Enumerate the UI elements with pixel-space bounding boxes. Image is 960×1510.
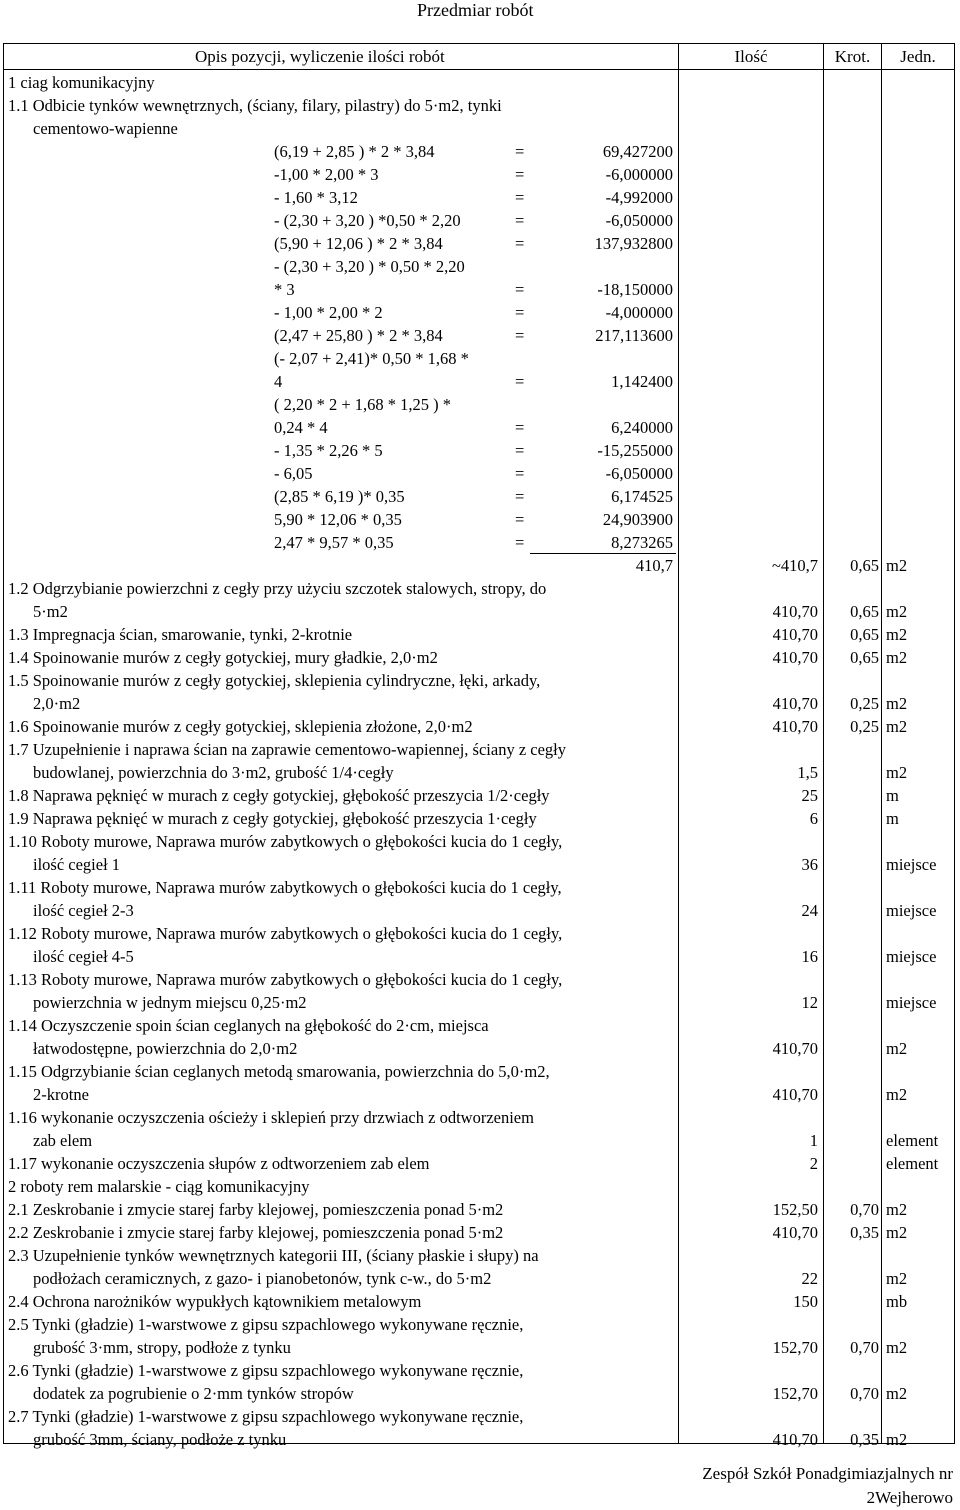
quantity-cell: 1: [809, 1131, 818, 1150]
multiplier-cell: 0,25: [850, 694, 879, 713]
position-description: 1.15 Odgrzybianie ścian ceglanych metodą smarowania, powierzchnia do 5,0·m2,: [8, 1062, 550, 1081]
quantity-cell: 410,70: [772, 1085, 818, 1104]
calc-equals: =: [515, 533, 525, 552]
position-description: budowlanej, powierzchnia do 3·m2, grubość 1/4·cegły: [33, 763, 394, 782]
position-description: 1.17 wykonanie oczyszczenia słupów z odtworzeniem zab elem: [8, 1154, 430, 1173]
quantity-cell: 2: [809, 1154, 818, 1173]
calc-equals: =: [515, 510, 525, 529]
calc-sum: 410,7: [635, 556, 673, 575]
header-description: Opis pozycji, wyliczenie ilości robót: [195, 47, 445, 66]
unit-cell: element: [886, 1154, 939, 1173]
position-description: 2-krotne: [33, 1085, 89, 1104]
unit-cell: m2: [886, 1200, 908, 1219]
header-divider: [4, 69, 954, 70]
calc-equals: =: [515, 280, 525, 299]
header-unit: Jedn.: [900, 47, 936, 66]
section-heading: 2 roboty rem malarskie - ciąg komunikacyjny: [8, 1177, 310, 1196]
calc-equals: =: [515, 165, 525, 184]
calc-expression: (- 2,07 + 2,41)* 0,50 * 1,68 *: [274, 349, 469, 368]
unit-cell: m2: [886, 763, 908, 782]
position-description: łatwodostępne, powierzchnia do 2,0·m2: [33, 1039, 298, 1058]
calc-expression: - 1,35 * 2,26 * 5: [274, 441, 383, 460]
position-description: grubość 3·mm, stropy, podłoże z tynku: [33, 1338, 291, 1357]
position-description: 1.4 Spoinowanie murów z cegły gotyckiej, mury gładkie, 2,0·m2: [8, 648, 438, 667]
position-description: 1.10 Roboty murowe, Naprawa murów zabytkowych o głębokości kucia do 1 cegły,: [8, 832, 563, 851]
unit-cell: m2: [886, 1430, 908, 1449]
unit-cell: element: [886, 1131, 939, 1150]
position-description: 2.4 Ochrona narożników wypukłych kątownikiem metalowym: [8, 1292, 422, 1311]
quantity-cell: 24: [801, 901, 818, 920]
multiplier-cell: 0,65: [850, 602, 879, 621]
position-description: 1.12 Roboty murowe, Naprawa murów zabytkowych o głębokości kucia do 1 cegły,: [8, 924, 563, 943]
position-description: podłożach ceramicznych, z gazo- i pianobetonów, tynk c-w., do 5·m2: [33, 1269, 492, 1288]
quantity-cell: 410,70: [772, 648, 818, 667]
header-multiplier: Krot.: [834, 47, 871, 66]
calc-equals: =: [515, 142, 525, 161]
calc-value: 24,903900: [602, 510, 673, 529]
calc-expression: (6,19 + 2,85 ) * 2 * 3,84: [274, 142, 435, 161]
calc-value: 6,240000: [611, 418, 673, 437]
position-description: 1.16 wykonanie oczyszczenia ościeży i sklepień przy drzwiach z odtworzeniem: [8, 1108, 534, 1127]
unit-cell: mb: [886, 1292, 908, 1311]
calc-equals: =: [515, 418, 525, 437]
calc-expression: (5,90 + 12,06 ) * 2 * 3,84: [274, 234, 443, 253]
calc-equals: =: [515, 487, 525, 506]
quantity-cell: 410,70: [772, 625, 818, 644]
unit-cell: m2: [886, 556, 908, 575]
multiplier-cell: 0,70: [850, 1384, 879, 1403]
calc-equals: =: [515, 188, 525, 207]
quantity-cell: 1,5: [797, 763, 818, 782]
unit-cell: miejsce: [886, 993, 937, 1012]
calc-value: 6,174525: [611, 487, 673, 506]
quantity-cell: 410,70: [772, 1430, 818, 1449]
calc-equals: =: [515, 464, 525, 483]
calc-expression: - 6,05: [274, 464, 313, 483]
footer-line: 2Wejherowo: [866, 1488, 953, 1507]
calc-value: 137,932800: [594, 234, 673, 253]
calc-value: 1,142400: [611, 372, 673, 391]
unit-cell: m2: [886, 625, 908, 644]
unit-cell: miejsce: [886, 855, 937, 874]
position-description: 2.6 Tynki (gładzie) 1-warstwowe z gipsu szpachlowego wykonywane ręcznie,: [8, 1361, 524, 1380]
quantity-cell: 16: [801, 947, 818, 966]
calc-equals: =: [515, 234, 525, 253]
quantity-cell: 152,70: [772, 1338, 818, 1357]
unit-cell: m2: [886, 648, 908, 667]
unit-cell: miejsce: [886, 947, 937, 966]
unit-cell: m2: [886, 694, 908, 713]
quantity-cell: ~410,7: [771, 556, 818, 575]
position-description: 1.9 Naprawa pęknięć w murach z cegły gotyckiej, głębokość przeszycia 1·cegły: [8, 809, 537, 828]
calc-expression: 5,90 * 12,06 * 0,35: [274, 510, 402, 529]
multiplier-cell: 0,35: [850, 1223, 879, 1242]
unit-cell: m2: [886, 602, 908, 621]
calc-expression: (2,85 * 6,19 )* 0,35: [274, 487, 405, 506]
calc-value: -4,992000: [605, 188, 673, 207]
calc-expression: 2,47 * 9,57 * 0,35: [274, 533, 394, 552]
position-description: powierzchnia w jednym miejscu 0,25·m2: [33, 993, 307, 1012]
position-description: zab elem: [33, 1131, 93, 1150]
calc-equals: =: [515, 372, 525, 391]
col-divider-unit: [881, 44, 882, 1444]
calc-value: 69,427200: [602, 142, 673, 161]
calc-value: -6,050000: [605, 211, 673, 230]
position-description: 1.7 Uzupełnienie i naprawa ścian na zaprawie cementowo-wapiennej, ściany z cegły: [8, 740, 567, 759]
position-description: 2.7 Tynki (gładzie) 1-warstwowe z gipsu szpachlowego wykonywane ręcznie,: [8, 1407, 524, 1426]
page-title: Przedmiar robót: [417, 0, 534, 20]
position-description: 2.5 Tynki (gładzie) 1-warstwowe z gipsu szpachlowego wykonywane ręcznie,: [8, 1315, 524, 1334]
quantity-cell: 152,50: [772, 1200, 818, 1219]
position-description: grubość 3mm, ściany, podłoże z tynku: [33, 1430, 287, 1449]
calc-equals: =: [515, 441, 525, 460]
section-heading: 1 ciag komunikacyjny: [8, 73, 155, 92]
quantity-cell: 36: [801, 855, 818, 874]
quantity-cell: 410,70: [772, 694, 818, 713]
calc-expression: -1,00 * 2,00 * 3: [274, 165, 379, 184]
unit-cell: m2: [886, 1223, 908, 1242]
calc-expression: ( 2,20 * 2 + 1,68 * 1,25 ) *: [274, 395, 452, 414]
calc-value: 217,113600: [595, 326, 673, 345]
calc-expression: - (2,30 + 3,20 ) *0,50 * 2,20: [274, 211, 461, 230]
calc-expression: - (2,30 + 3,20 ) * 0,50 * 2,20: [274, 257, 465, 276]
calc-expression: (2,47 + 25,80 ) * 2 * 3,84: [274, 326, 443, 345]
position-description: 1.11 Roboty murowe, Naprawa murów zabytkowych o głębokości kucia do 1 cegły,: [8, 878, 562, 897]
footer: [702, 1462, 953, 1510]
unit-cell: miejsce: [886, 901, 937, 920]
unit-cell: m: [886, 809, 899, 828]
position-description: 2.2 Zeskrobanie i zmycie starej farby klejowej, pomieszczenia ponad 5·m2: [8, 1223, 504, 1242]
multiplier-cell: 0,65: [850, 648, 879, 667]
quantity-cell: 410,70: [772, 602, 818, 621]
unit-cell: m2: [886, 1338, 908, 1357]
quantity-cell: 410,70: [772, 717, 818, 736]
position-description: 1.2 Odgrzybianie powierzchni z cegły przy użyciu szczotek stalowych, stropy, do: [8, 579, 547, 598]
calc-expression: - 1,60 * 3,12: [274, 188, 358, 207]
calc-value: -18,150000: [597, 280, 673, 299]
multiplier-cell: 0,65: [850, 556, 879, 575]
unit-cell: m2: [886, 1384, 908, 1403]
multiplier-cell: 0,65: [850, 625, 879, 644]
position-description: 1.1 Odbicie tynków wewnętrznych, (ściany, filary, pilastry) do 5·m2, tynki: [8, 96, 502, 115]
position-description: dodatek za pogrubienie o 2·mm tynków stropów: [33, 1384, 354, 1403]
quantity-cell: 6: [809, 809, 818, 828]
calc-value: 8,273265: [611, 533, 673, 552]
calc-equals: =: [515, 303, 525, 322]
calc-value: -15,255000: [597, 441, 673, 460]
calc-expression: 0,24 * 4: [274, 418, 328, 437]
position-description: ilość cegieł 1: [33, 855, 121, 874]
multiplier-cell: 0,35: [850, 1430, 879, 1449]
calc-equals: =: [515, 326, 525, 345]
quantity-cell: 25: [801, 786, 818, 805]
unit-cell: m2: [886, 1039, 908, 1058]
quantity-cell: 410,70: [772, 1223, 818, 1242]
unit-cell: m2: [886, 717, 908, 736]
calc-value: -6,050000: [605, 464, 673, 483]
quantity-cell: 12: [801, 993, 818, 1012]
calc-expression: - 1,00 * 2,00 * 2: [274, 303, 383, 322]
unit-cell: m: [886, 786, 899, 805]
position-description: ilość cegieł 2-3: [33, 901, 134, 920]
position-description: 1.6 Spoinowanie murów z cegły gotyckiej, sklepienia złożone, 2,0·m2: [8, 717, 473, 736]
quantity-cell: 150: [793, 1292, 818, 1311]
position-description: ilość cegieł 4-5: [33, 947, 134, 966]
calc-value: -4,000000: [605, 303, 673, 322]
position-description: 1.14 Oczyszczenie spoin ścian ceglanych na głębokość do 2·cm, miejsca: [8, 1016, 489, 1035]
position-description: 1.8 Naprawa pęknięć w murach z cegły gotyckiej, głębokość przeszycia 1/2·cegły: [8, 786, 550, 805]
position-description: cementowo-wapienne: [33, 119, 178, 138]
position-description: 2.1 Zeskrobanie i zmycie starej farby klejowej, pomieszczenia ponad 5·m2: [8, 1200, 504, 1219]
position-description: 2,0·m2: [33, 694, 81, 713]
calc-value: -6,000000: [605, 165, 673, 184]
position-description: 2.3 Uzupełnienie tynków wewnętrznych kategorii III, (ściany płaskie i słupy) na: [8, 1246, 539, 1265]
header-quantity: Ilość: [734, 47, 768, 66]
position-description: 1.5 Spoinowanie murów z cegły gotyckiej, sklepienia cylindryczne, łęki, arkady,: [8, 671, 541, 690]
unit-cell: m2: [886, 1085, 908, 1104]
multiplier-cell: 0,70: [850, 1338, 879, 1357]
multiplier-cell: 0,25: [850, 717, 879, 736]
quantity-cell: 22: [801, 1269, 818, 1288]
multiplier-cell: 0,70: [850, 1200, 879, 1219]
calc-equals: =: [515, 211, 525, 230]
calc-expression: 4: [274, 372, 283, 391]
position-description: 1.13 Roboty murowe, Naprawa murów zabytkowych o głębokości kucia do 1 cegły,: [8, 970, 563, 989]
position-description: 1.3 Impregnacja ścian, smarowanie, tynki, 2-krotnie: [8, 625, 353, 644]
calc-expression: * 3: [274, 280, 295, 299]
footer-line: Zespół Szkół Ponadgimiazjalnych nr: [702, 1464, 953, 1483]
quantity-cell: 410,70: [772, 1039, 818, 1058]
position-description: 5·m2: [33, 602, 68, 621]
quantity-cell: 152,70: [772, 1384, 818, 1403]
unit-cell: m2: [886, 1269, 908, 1288]
